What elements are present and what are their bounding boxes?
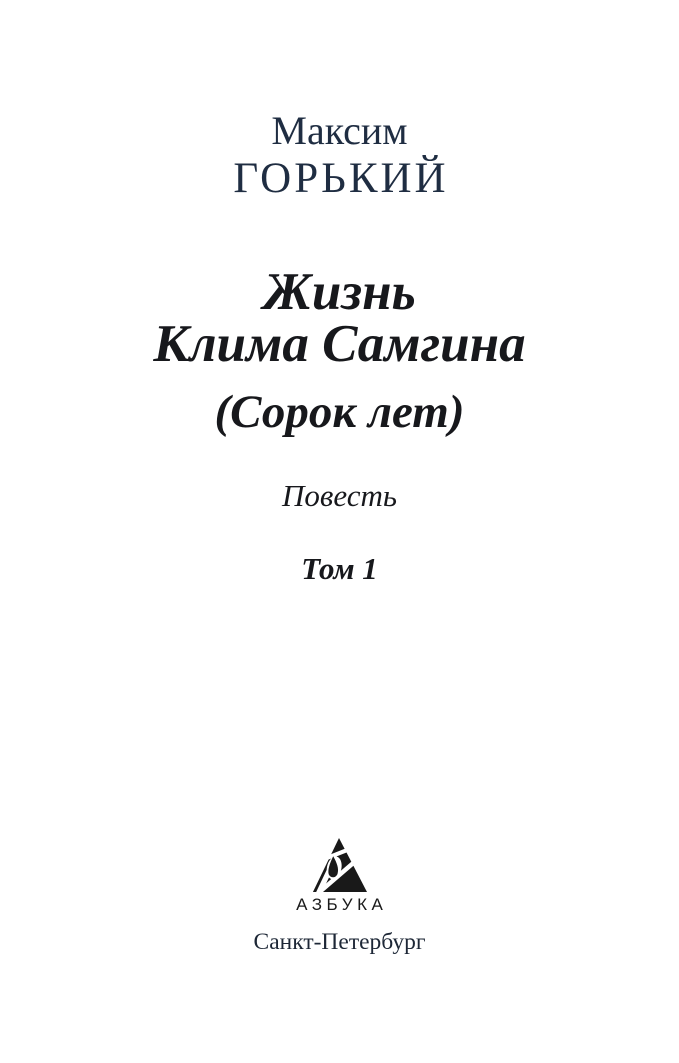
book-title-line1: Жизнь (263, 263, 416, 322)
publisher-city: Санкт-Петербург (253, 928, 426, 955)
book-subtitle: (Сорок лет) (214, 386, 465, 439)
author-last-name: ГОРЬКИЙ (233, 155, 449, 202)
book-title-line2: Клима Самгина (153, 315, 526, 374)
azbuka-triangle-drop-icon (310, 837, 368, 893)
volume-label: Том 1 (301, 551, 378, 587)
genre-label: Повесть (282, 477, 397, 513)
publisher-name: АЗБУКА (296, 895, 388, 915)
author-first-name: Максим (271, 108, 408, 153)
publisher-colophon (292, 837, 388, 915)
